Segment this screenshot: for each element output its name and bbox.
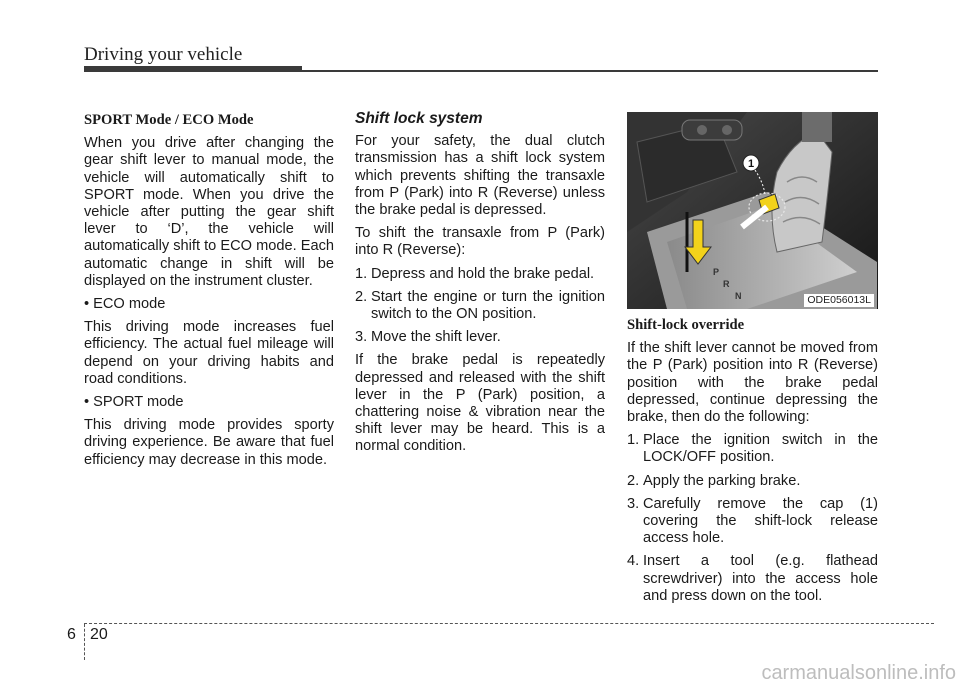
figure-code: ODE056013L	[804, 294, 874, 307]
page-chapter: 6	[67, 626, 76, 643]
override-step	[627, 496, 878, 548]
step-text: Apply the parking brake.	[643, 472, 801, 489]
shift-lock-note: If the brake pedal is repeatedly depressed and released with the shift lever in the P (Park) position, a chattering noise & vibration near the shift lever may be heard. This is a normal condition.	[355, 352, 605, 455]
sport-mode-bullet: • SPORT mode	[84, 394, 184, 411]
shift-step	[355, 329, 605, 346]
override-step	[627, 432, 878, 466]
shift-lever-figure	[627, 112, 878, 309]
override-step	[627, 553, 878, 605]
column-right	[627, 112, 878, 611]
step-number: 3.	[355, 329, 368, 346]
header-bar-thin	[302, 70, 878, 72]
shift-lock-intro: For your safety, the dual clutch transmission has a shift lock system which prevents shifting the transaxle from P (Park) into R (Reverse) unless the brake pedal is depressed.	[355, 133, 605, 219]
column-middle	[355, 110, 605, 462]
sport-eco-heading: SPORT Mode / ECO Mode	[84, 112, 254, 128]
callout-number: 1	[747, 158, 755, 170]
header-title: Driving your vehicle	[84, 44, 243, 65]
step-number: 3.	[627, 495, 640, 512]
shift-step	[355, 289, 605, 323]
shift-lever-illustration	[627, 112, 878, 309]
step-text: Place the ignition switch in the LOCK/OFF position.	[643, 432, 878, 466]
header-bar-thick	[84, 66, 302, 72]
step-number: 2.	[627, 472, 640, 489]
gear-letter-n: N	[735, 291, 742, 301]
step-number: 2.	[355, 288, 368, 305]
step-text: Start the engine or turn the ignition switch to the ON position.	[371, 288, 605, 323]
step-number: 4.	[627, 553, 640, 570]
sport-mode-text: This driving mode provides sporty driving experience. Be aware that fuel efficiency may decrease in this mode.	[84, 417, 334, 468]
step-text: Move the shift lever.	[371, 329, 501, 346]
column-left	[84, 112, 334, 475]
eco-mode-bullet: • ECO mode	[84, 296, 166, 313]
step-number: 1.	[355, 265, 368, 282]
step-text: Depress and hold the brake pedal.	[371, 265, 595, 282]
step-number: 1.	[627, 432, 640, 449]
override-step	[627, 473, 878, 490]
watermark: carmanualsonline.info	[761, 662, 956, 684]
shift-step	[355, 266, 605, 283]
sport-eco-intro: When you drive after changing the gear shift lever to manual mode, the vehicle will automatically shift to SPORT mode. When you drive the vehicle after putting the gear shift lever to ‘D’, the vehicle will automatically shift to ECO mode. Each automatic change in shift will be displayed on the instrument cluster.	[84, 135, 334, 289]
gear-letter-p: P	[713, 267, 720, 277]
gear-letter-r: R	[723, 279, 730, 289]
footer-divider	[84, 623, 934, 624]
footer-vertical-divider	[84, 624, 85, 660]
shift-lock-override-intro: If the shift lever cannot be moved from the P (Park) position into R (Reverse) position with the brake pedal depressed, continue depressing the brake, then do the following:	[627, 340, 878, 426]
shift-lock-override-heading: Shift-lock override	[627, 317, 745, 333]
step-text: Carefully remove the cap (1) covering the shift-lock release access hole.	[643, 495, 878, 547]
eco-mode-text: This driving mode increases fuel efficiency. The actual fuel mileage will depend on your driving habits and road conditions.	[84, 319, 334, 387]
step-text: Insert a tool (e.g. flathead screwdriver) into the access hole and press down on the tool.	[643, 553, 878, 604]
shift-lock-lead: To shift the transaxle from P (Park) into R (Reverse):	[355, 225, 605, 259]
page-number: 20	[90, 626, 108, 643]
shift-lock-heading: Shift lock system	[355, 110, 483, 127]
